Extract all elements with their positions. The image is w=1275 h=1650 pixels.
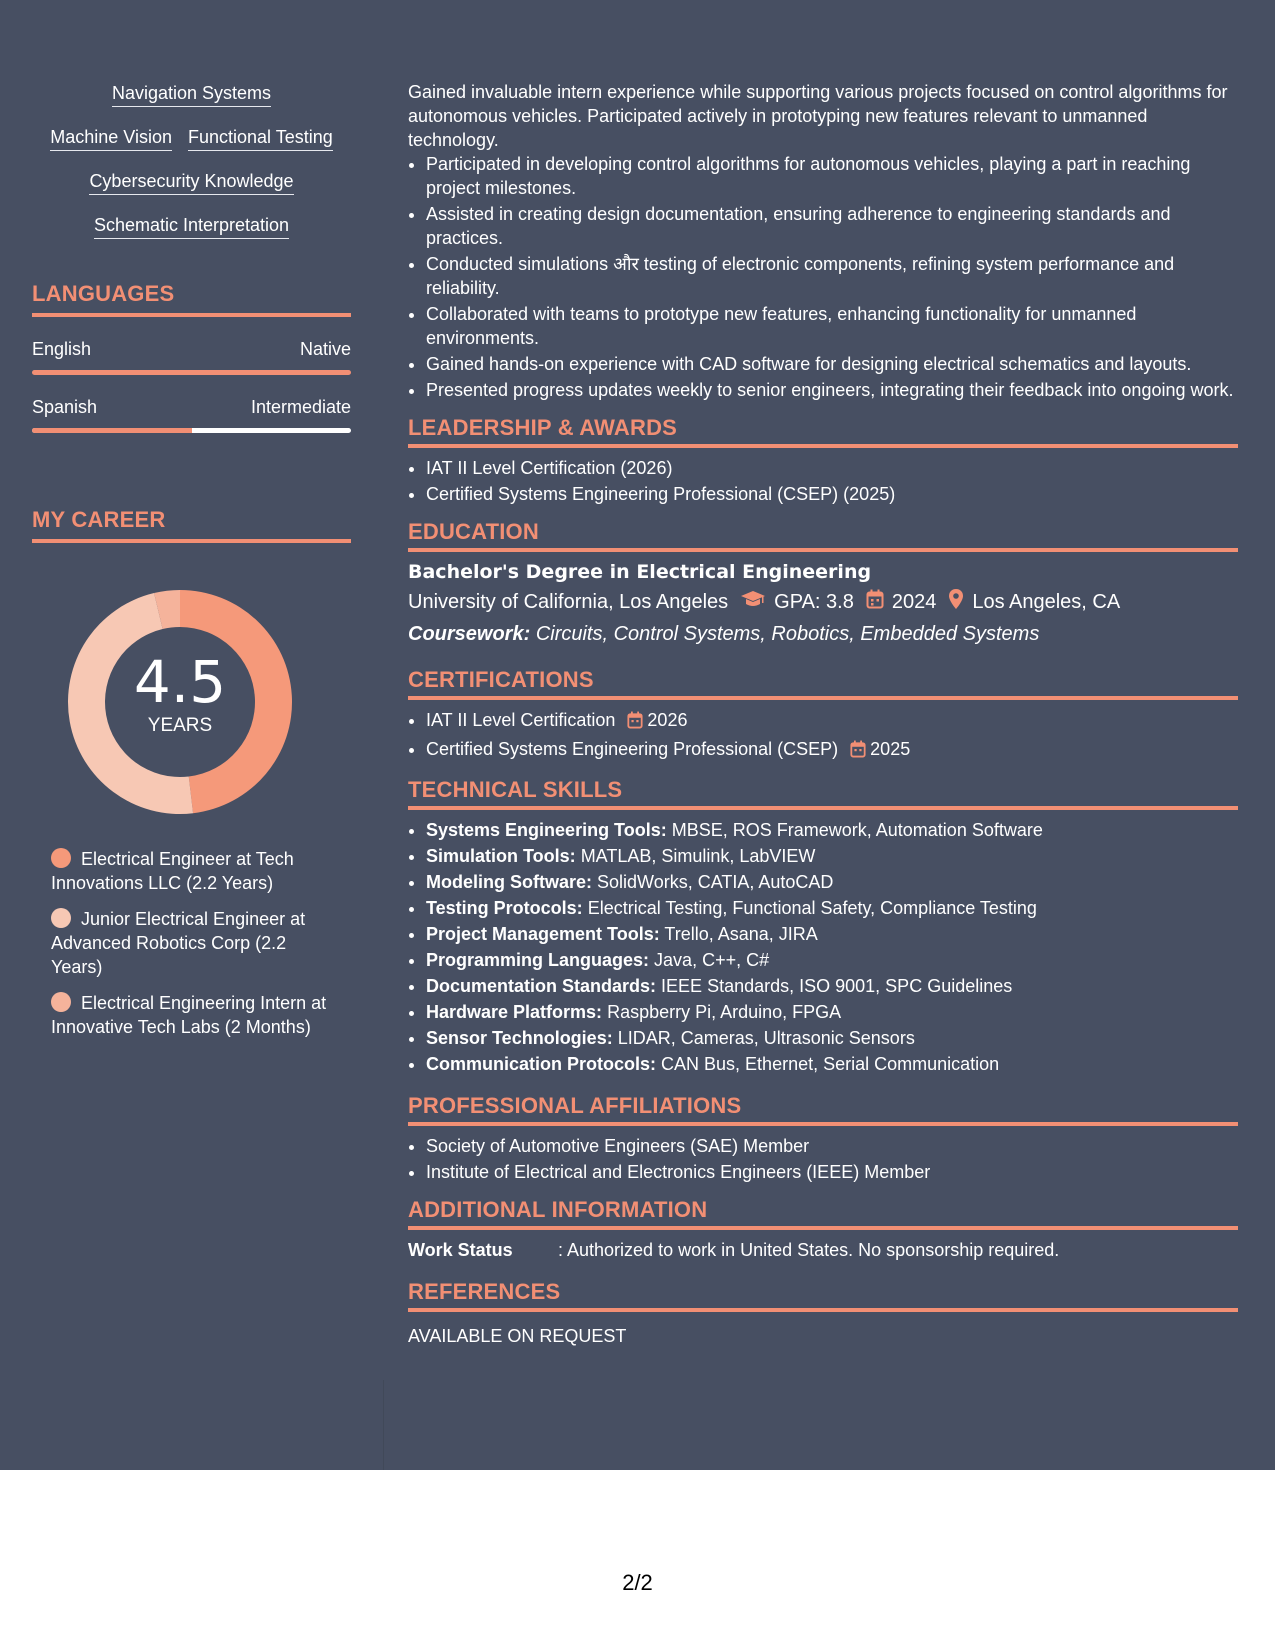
skill-value: LIDAR, Cameras, Ultrasonic Sensors [617,1028,915,1048]
skill-value: Trello, Asana, JIRA [664,924,818,944]
technical-skill-item [426,974,1238,998]
references-text: AVAILABLE ON REQUEST [408,1326,627,1346]
additional-info-heading: ADDITIONAL INFORMATION [408,1198,1238,1230]
certification-item [426,737,1238,764]
career-legend-item [51,847,331,895]
main-content [408,80,1238,1348]
career-legend [32,847,331,1039]
experience-bullet: • Collaborated with teams to prototype new features, enhancing functionality for unmanned environments. [426,302,1238,350]
career-total: 4.5 [133,648,227,716]
page-number: 2/2 [622,1570,653,1595]
career-legend-label: Electrical Engineer at Tech Innovations LLC (2.2 Years) [51,849,294,893]
career-legend-item [51,991,331,1039]
education-year: 2024 [891,591,937,613]
education-heading: EDUCATION [408,520,1238,552]
certifications-list [408,708,1238,764]
skill-label: Simulation Tools: [426,846,576,866]
certification-year: 2026 [647,710,688,730]
work-status-value: : Authorized to work in United States. No sponsorship required. [558,1240,1060,1260]
experience-summary: Gained invaluable intern experience while supporting various projects focused on control algorithms for autonomous vehicles. Participated actively in prototyping new features relevant to unmanned technology. [408,82,1228,150]
work-status-label: Work Status [408,1240,513,1260]
education-school: University of California, Los Angeles [408,591,729,613]
legend-dot [51,908,71,928]
skill-label: Systems Engineering Tools: [426,820,667,840]
skill-label: Sensor Technologies: [426,1028,613,1048]
affiliation-item: • Society of Automotive Engineers (SAE) Member [426,1134,1238,1158]
column-divider [383,1380,384,1470]
language-item [32,397,351,433]
skill-value: Raspberry Pi, Arduino, FPGA [607,1002,842,1022]
technical-skill-item [426,870,1238,894]
technical-skill-item [426,844,1238,868]
work-status-row [408,1238,1238,1262]
graduation-cap-icon [740,590,766,614]
experience-bullets [408,152,1238,402]
technical-skill-item [426,896,1238,920]
references-heading: REFERENCES [408,1280,1238,1312]
language-level: Intermediate [250,397,351,417]
skill-tag-row [32,214,351,239]
skill-tags [32,82,351,239]
skill-label: Modeling Software: [426,872,592,892]
calendar-icon [866,589,884,615]
education-degree: Bachelor's Degree in Electrical Engineering [408,561,872,583]
experience-bullet: • Gained hands-on experience with CAD software for designing electrical schematics and layouts. [426,352,1238,376]
skill-value: SolidWorks, CATIA, AutoCAD [597,872,834,892]
language-proficiency-fill [32,428,192,433]
skill-label: Testing Protocols: [426,898,583,918]
language-item [32,339,351,375]
languages-heading: LANGUAGES [32,281,351,317]
experience-bullet: • Conducted simulations और testing of electronic components, refining system performance and reliability. [426,252,1238,300]
technical-skills-list [408,818,1238,1076]
skill-value: Java, C++, C# [654,950,770,970]
career-unit: YEARS [147,715,213,736]
coursework-label: Coursework: [408,623,531,645]
certification-name: Certified Systems Engineering Professional (CSEP) [426,739,839,759]
experience-bullet: • Assisted in creating design documentation, ensuring adherence to engineering standards and practices. [426,202,1238,250]
skill-value: MBSE, ROS Framework, Automation Software [671,820,1043,840]
sidebar [32,82,351,1051]
experience-bullet: • Participated in developing control algorithms for autonomous vehicles, playing a part in reaching project milestones. [426,152,1238,200]
skill-value: CAN Bus, Ethernet, Serial Communication [661,1054,1000,1074]
career-legend-label: Electrical Engineering Intern at Innovative Tech Labs (2 Months) [51,993,327,1037]
affiliation-item: • Institute of Electrical and Electronics Engineers (IEEE) Member [426,1160,1238,1184]
career-legend-item [51,907,331,979]
language-name: Spanish [32,397,98,417]
calendar-icon [627,711,643,735]
skill-label: Communication Protocols: [426,1054,657,1074]
certification-name: IAT II Level Certification [426,710,616,730]
coursework-value: Circuits, Control Systems, Robotics, Embedded Systems [535,623,1040,645]
skill-tag: Cybersecurity Knowledge [89,170,293,195]
leadership-heading: LEADERSHIP & AWARDS [408,416,1238,448]
skill-label: Documentation Standards: [426,976,657,996]
language-proficiency-fill [32,370,351,375]
career-legend-label: Junior Electrical Engineer at Advanced Robotics Corp (2.2 Years) [51,909,306,977]
skill-value: MATLAB, Simulink, LabVIEW [580,846,816,866]
technical-skill-item [426,922,1238,946]
skill-label: Programming Languages: [426,950,650,970]
experience-bullet: • Presented progress updates weekly to senior engineers, integrating their feedback into ongoing work. [426,378,1238,402]
affiliations-heading: PROFESSIONAL AFFILIATIONS [408,1094,1238,1126]
location-pin-icon [948,588,964,616]
skill-tag: Navigation Systems [112,82,271,107]
certification-year: 2025 [870,739,911,759]
technical-skill-item [426,1000,1238,1024]
certifications-heading: CERTIFICATIONS [408,668,1238,700]
skill-tag-row [32,170,351,195]
legend-dot [51,992,71,1012]
education-location: Los Angeles, CA [972,591,1121,613]
certification-item [426,708,1238,735]
skill-label: Hardware Platforms: [426,1002,603,1022]
education-gpa: GPA: 3.8 [774,591,854,613]
education-coursework [408,622,1238,646]
leadership-item: • IAT II Level Certification (2026) [426,456,1238,480]
career-heading: MY CAREER [32,507,351,543]
skill-value: Electrical Testing, Functional Safety, Compliance Testing [587,898,1037,918]
skill-tag-row [32,126,351,151]
technical-skill-item [426,1052,1238,1076]
language-name: English [32,339,92,359]
leadership-list [408,456,1238,506]
skill-tag: Functional Testing [188,126,333,151]
legend-dot [51,848,71,868]
technical-skill-item [426,948,1238,972]
skill-label: Project Management Tools: [426,924,660,944]
language-proficiency-bar [32,428,351,433]
skill-tag: Schematic Interpretation [94,214,289,239]
technical-skill-item [426,818,1238,842]
language-proficiency-bar [32,370,351,375]
affiliations-list [408,1134,1238,1184]
technical-skill-item [426,1026,1238,1050]
education-details [408,588,1238,616]
career-donut-chart [65,587,295,817]
skill-tag: Machine Vision [50,126,172,151]
skill-value: IEEE Standards, ISO 9001, SPC Guidelines [661,976,1013,996]
leadership-item: • Certified Systems Engineering Professional (CSEP) (2025) [426,482,1238,506]
calendar-icon [850,740,866,764]
skill-tag-row [32,82,351,107]
language-level: Native [299,339,351,359]
technical-skills-heading: TECHNICAL SKILLS [408,778,1238,810]
